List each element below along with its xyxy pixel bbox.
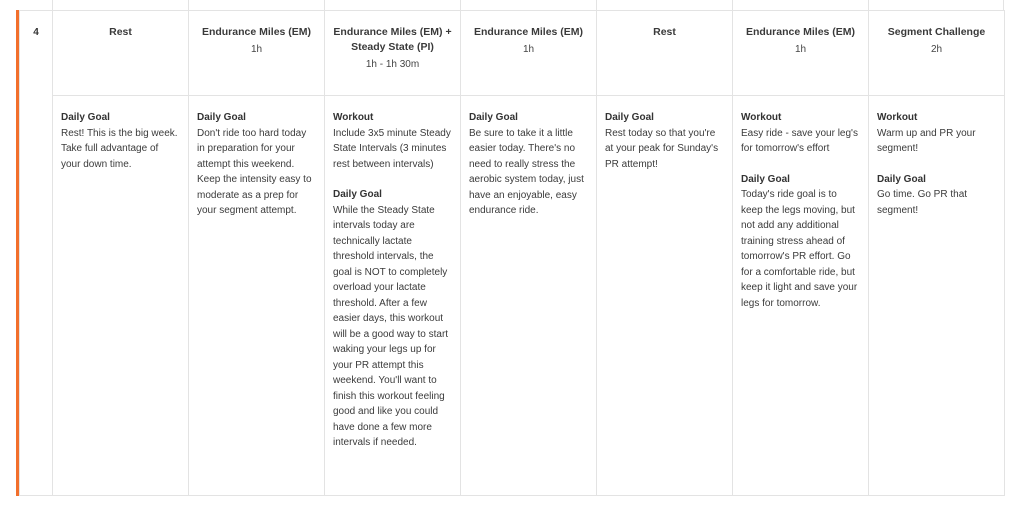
day-header-4[interactable] — [461, 11, 597, 96]
section-heading: Daily Goal — [877, 173, 926, 185]
workout-title: Endurance Miles (EM) — [201, 26, 312, 38]
column-divider — [596, 0, 597, 10]
week-number: 4 — [20, 11, 53, 496]
section-text: While the Steady State intervals today are technically lactate threshold intervals, the goal is NOT to completely overload your lactate threshold. After a few easier days, this workout will be a good way to start waking your legs up for your PR attempt this weekend. You'll want to finish this workout feeling good and like you could have done a few more intervals if needed. — [333, 204, 449, 448]
section-heading: Daily Goal — [197, 112, 246, 123]
day-details-2 — [189, 96, 325, 496]
daily-goal-section — [605, 110, 724, 172]
day-detail-row — [20, 96, 1005, 496]
section-text: Go time. Go PR that segment! — [877, 189, 968, 216]
daily-goal-section — [333, 187, 452, 451]
training-week-block — [16, 10, 1004, 496]
section-text: Rest today so that you're at your peak for Sunday's PR attempt! — [605, 127, 719, 170]
day-details-3 — [325, 96, 461, 496]
workout-duration: 1h — [250, 44, 263, 55]
daily-goal-section — [877, 172, 996, 219]
section-heading: Workout — [741, 112, 782, 123]
section-heading: Workout — [333, 112, 374, 123]
workout-title: Endurance Miles (EM) — [745, 26, 856, 38]
workout-duration: 2h — [930, 44, 943, 55]
workout-title: Endurance Miles (EM) + Steady State (PI) — [333, 26, 452, 53]
day-details-5 — [597, 96, 733, 496]
workout-section — [333, 110, 452, 172]
column-divider — [1003, 0, 1004, 10]
workout-section — [741, 110, 860, 157]
column-divider — [324, 0, 325, 10]
day-details-7 — [869, 96, 1005, 496]
day-header-1[interactable] — [53, 11, 189, 96]
day-header-row — [20, 11, 1005, 96]
section-text: Don't ride too hard today in preparation for your attempt this weekend. Keep the intensity easy to moderate as a prep for your segment attempt. — [197, 127, 312, 216]
section-heading: Workout — [877, 112, 918, 123]
section-text: Be sure to take it a little easier today. There's no need to really stress the aerobic system today, just have an enjoyable, easy endurance ride. — [469, 127, 584, 216]
section-heading: Daily Goal — [333, 189, 382, 200]
section-heading: Daily Goal — [605, 112, 654, 123]
section-text: Warm up and PR your segment! — [877, 127, 976, 154]
workout-duration: 1h - 1h 30m — [365, 59, 420, 70]
daily-goal-section — [741, 172, 860, 312]
day-details-1 — [53, 96, 189, 496]
column-divider — [732, 0, 733, 10]
section-text: Easy ride - save your leg's for tomorrow's effort — [741, 127, 858, 154]
column-divider — [52, 0, 53, 10]
workout-title: Endurance Miles (EM) — [473, 26, 584, 38]
day-header-7[interactable] — [869, 11, 1005, 96]
column-divider — [460, 0, 461, 10]
workout-title: Rest — [109, 26, 132, 38]
day-header-2[interactable] — [189, 11, 325, 96]
daily-goal-section — [197, 110, 316, 219]
workout-duration: 1h — [794, 44, 807, 55]
day-details-4 — [461, 96, 597, 496]
day-details-6 — [733, 96, 869, 496]
section-text: Today's ride goal is to keep the legs moving, but not add any additional training stress ahead of tomorrow's PR effort. Go for a comfortable ride, but keep it light and save your legs for tomorrow. — [741, 189, 858, 309]
section-heading: Daily Goal — [61, 112, 110, 123]
section-text: Rest! This is the big week. Take full advantage of your down time. — [61, 127, 178, 170]
daily-goal-section — [469, 110, 588, 219]
column-divider — [868, 0, 869, 10]
day-header-5[interactable] — [597, 11, 733, 96]
workout-title: Segment Challenge — [887, 26, 986, 38]
daily-goal-section — [61, 110, 180, 172]
column-divider — [188, 0, 189, 10]
workout-section — [877, 110, 996, 157]
section-text: Include 3x5 minute Steady State Intervals (3 minutes rest between intervals) — [333, 127, 451, 170]
section-heading: Daily Goal — [469, 112, 518, 123]
section-heading: Daily Goal — [741, 173, 790, 185]
training-schedule-table — [19, 10, 1005, 496]
day-header-3[interactable] — [325, 11, 461, 96]
workout-duration: 1h — [522, 44, 535, 55]
day-header-6[interactable] — [733, 11, 869, 96]
previous-week-row-edge — [18, 0, 1004, 10]
workout-title: Rest — [653, 26, 676, 38]
